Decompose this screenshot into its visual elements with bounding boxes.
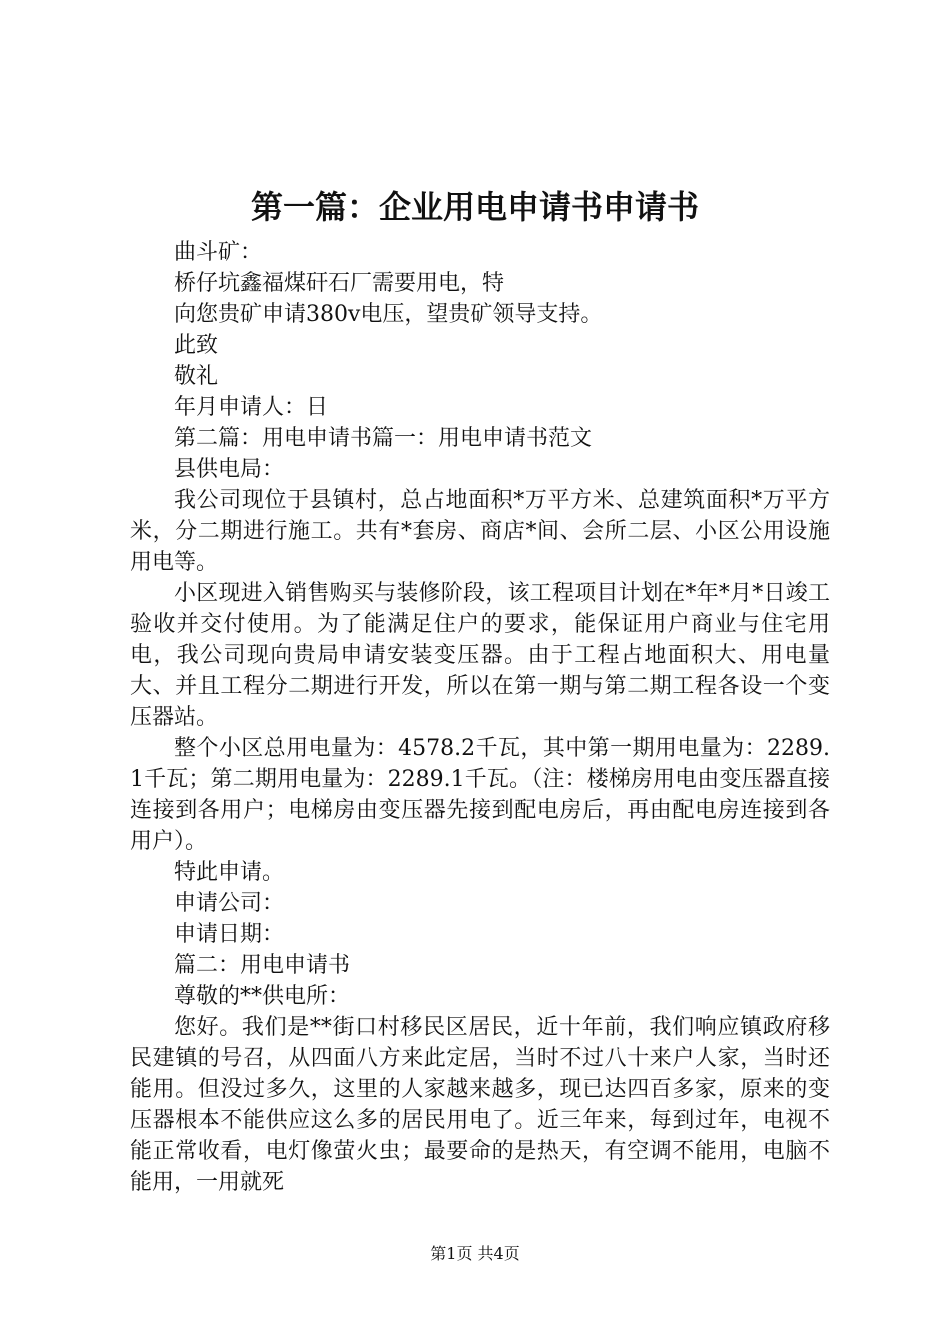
document-body: [130, 237, 830, 1198]
body-paragraph: 我公司现位于县镇村，总占地面积*万平方米、总建筑面积*万平方米，分二期进行施工。共有*套房、商店*间、会所二层、小区公用设施用电等。: [130, 488, 830, 575]
salutation-line: 敬礼: [174, 364, 219, 389]
body-paragraph: 小区现进入销售购买与装修阶段，该工程项目计划在*年*月*日竣工验收并交付使用。为了能满足住户的要求，能保证用户商业与住宅用电，我公司现向贵局申请安装变压器。由于工程占地面积大、用电量大、并且工程分二期进行开发，所以在第一期与第二期工程各设一个变压器站。: [130, 581, 830, 730]
addressee-line: 县供电局：: [174, 457, 285, 482]
section-heading: 第二篇：用电申请书篇一：用电申请书范文: [174, 426, 593, 451]
application-date-line: 申请日期：: [174, 922, 285, 947]
section-heading: 篇二：用电申请书: [174, 953, 351, 978]
body-paragraph: 整个小区总用电量为：4578.2千瓦，其中第一期用电量为：2289.1千瓦；第二期用电量为：2289.1千瓦。（注：楼梯房用电由变压器直接连接到各用户；电梯房由变压器先接到配电房后，再由配电房连接到各用户）。: [130, 736, 830, 854]
salutation-line: 此致: [174, 333, 219, 358]
text-line: 向您贵矿申请380v电压，望贵矿领导支持。: [174, 302, 603, 327]
document-title: 第一篇：企业用电申请书申请书: [250, 188, 699, 226]
addressee-line: 尊敬的**供电所：: [174, 984, 351, 1009]
page-footer: 第1页 共4页: [430, 1244, 520, 1263]
signature-line: 年月申请人：日: [174, 395, 329, 420]
text-line: 桥仔坑鑫福煤矸石厂需要用电，特: [174, 271, 505, 296]
applicant-company-line: 申请公司：: [174, 891, 285, 916]
body-paragraph: 您好。我们是**街口村移民区居民，近十年前，我们响应镇政府移民建镇的号召，从四面八方来此定居，当时不过八十来户人家，当时还能用。但没过多久，这里的人家越来越多，现已达四百多家，原来的变压器根本不能供应这么多的居民用电了。近三年来，每到过年，电视不能正常收看，电灯像萤火虫；最要命的是热天，有空调不能用，电脑不能用，一用就死: [130, 1015, 830, 1195]
addressee-line: 曲斗矿：: [174, 240, 263, 265]
closing-line: 特此申请。: [174, 860, 285, 885]
